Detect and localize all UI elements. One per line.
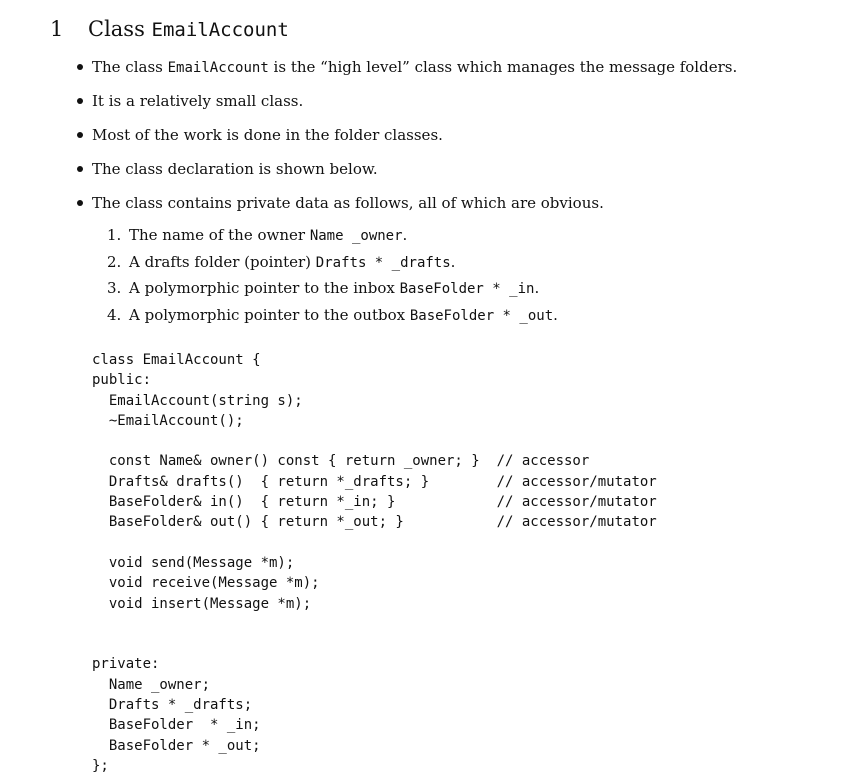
- item-text: A polymorphic pointer to the inbox: [129, 279, 400, 297]
- item-code: Drafts * _drafts: [315, 254, 451, 271]
- item-number: 4.: [107, 305, 122, 324]
- bullet-item: [72, 55, 737, 89]
- code-line: public:: [92, 372, 152, 389]
- bullet-item: [72, 157, 737, 191]
- item-number: 1.: [107, 226, 122, 244]
- bullet-text: The class declaration is shown below.: [92, 160, 378, 178]
- code-line: [92, 614, 657, 634]
- numbered-item: [107, 250, 558, 277]
- bullet-list: [72, 55, 737, 225]
- code-line: Drafts * _drafts;: [92, 697, 253, 714]
- section-title-code: EmailAccount: [151, 19, 289, 41]
- item-number: 3.: [107, 279, 122, 297]
- code-line: };: [92, 757, 109, 774]
- bullet-text: Most of the work is done in the folder classes.: [92, 126, 443, 144]
- code-line: [92, 533, 657, 553]
- item-code: BaseFolder * _in: [399, 281, 535, 297]
- item-code: BaseFolder * _out: [409, 307, 554, 324]
- bullet-text-tail: is the “high level” class which manages the message folders.: [268, 58, 738, 76]
- numbered-item: [107, 303, 558, 330]
- code-line: const Name& owner() const { return _owner; } // accessor: [92, 453, 590, 470]
- code-line: BaseFolder * _out;: [92, 737, 261, 754]
- item-text: The name of the owner: [129, 226, 310, 244]
- item-number: 2.: [107, 252, 122, 271]
- section-heading: [50, 16, 289, 43]
- bullet-code: EmailAccount: [167, 60, 269, 76]
- numbered-list: [107, 223, 558, 329]
- bullet-item: [72, 123, 737, 157]
- item-text-tail: .: [553, 305, 558, 324]
- bullet-item: [72, 191, 737, 225]
- item-text-tail: .: [534, 279, 540, 297]
- code-line: private:: [92, 656, 160, 673]
- bullet-text: The class: [92, 58, 168, 76]
- code-line: ~EmailAccount();: [92, 412, 244, 429]
- code-line: BaseFolder * _in;: [92, 717, 261, 734]
- numbered-item: [107, 276, 558, 303]
- bullet-text: The class contains private data as follows, all of which are obvious.: [92, 194, 604, 212]
- code-line: void send(Message *m);: [92, 554, 295, 571]
- code-line: Name _owner;: [92, 676, 211, 693]
- class-declaration-code: [92, 350, 657, 776]
- code-line: BaseFolder& in() { return *_in; } // accessor/mutator: [92, 494, 657, 511]
- item-text-tail: .: [450, 252, 456, 271]
- section-title-word: Class: [88, 17, 145, 41]
- code-line: Drafts& drafts() { return *_drafts; } // accessor/mutator: [92, 473, 657, 490]
- code-line: class EmailAccount {: [92, 352, 261, 368]
- code-line: BaseFolder& out() { return *_out; } // accessor/mutator: [92, 514, 657, 531]
- bullet-item: [72, 89, 737, 123]
- numbered-item: [107, 223, 558, 250]
- item-text: A polymorphic pointer to the outbox: [129, 305, 410, 324]
- section-number: 1: [50, 17, 64, 41]
- code-line: void receive(Message *m);: [92, 575, 320, 592]
- item-code: Name _owner: [309, 228, 403, 244]
- code-line: [92, 634, 657, 654]
- item-text: A drafts folder (pointer): [129, 252, 316, 271]
- item-text-tail: .: [402, 226, 408, 244]
- bullet-text: It is a relatively small class.: [92, 92, 304, 110]
- code-line: EmailAccount(string s);: [92, 392, 303, 409]
- code-line: [92, 431, 657, 451]
- code-line: void insert(Message *m);: [92, 595, 312, 612]
